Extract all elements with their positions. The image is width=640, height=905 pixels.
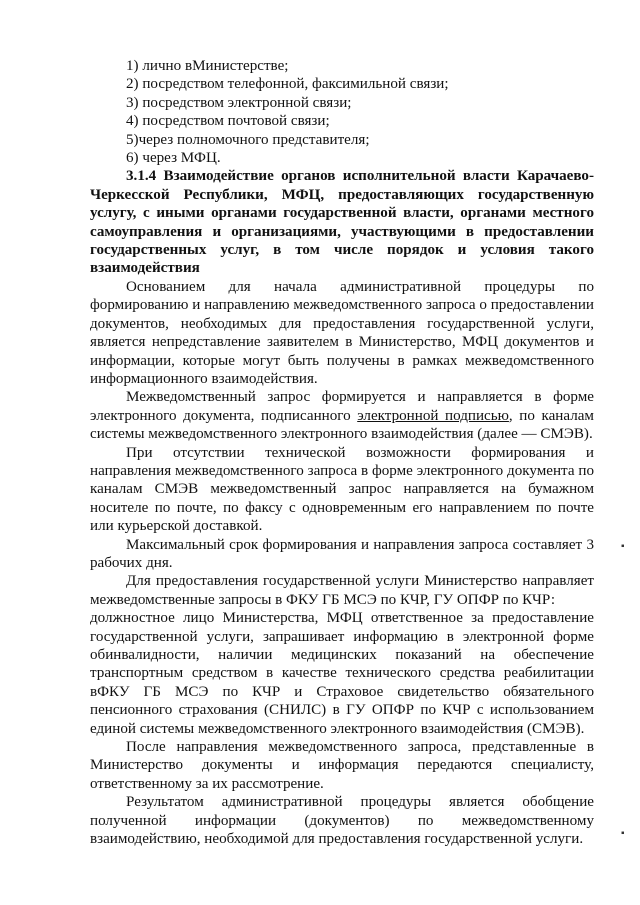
paragraph-grounds: Основанием для начала административной процедуры по формированию и направлению межведомственного запроса о предоставлении документов, необходимых для предоставления государственной услуги, является непредставление заявителем в Министерство, МФЦ документов и информации, которые могут быть получены в рамках межведомственного информационного взаимодействия.	[90, 278, 594, 387]
paragraph-electronic-request-end: , по каналам системы межведомственного электронного взаимодействия (далее — СМЭВ).	[90, 407, 594, 443]
section-heading: 3.1.4 Взаимодействие органов исполнительной власти Карачаево-Черкесской Республики, МФЦ, предоставляющих государственную услугу, с иными органами государственной власти, органами местного самоуправления и организациями, участвующими в предоставлении государственных услуг, в том числе порядок и условия такого взаимодействия	[90, 168, 594, 277]
paragraph-electronic-request-start: Межведомственный запрос формируется и направляется в форме электронного документа, подписанного	[90, 389, 594, 424]
scan-speck: ▪	[621, 828, 625, 839]
list-item-mfc: 6) через МФЦ.	[126, 150, 221, 167]
paragraph-paper-request: При отсутствии технической возможности формирования и направления межведомственного запроса в форме электронного документа по каналам СМЭВ межведомственный запрос направляется на бумажном носителе по почте, по факсу с одновременным его направлением по почте или курьерской доставкой.	[90, 444, 594, 535]
list-item-representative: 5)через полномочного представителя;	[126, 131, 370, 148]
electronic-signature-text: электронной подписью	[357, 407, 509, 424]
list-item-phone-fax: 2) посредством телефонной, факсимильной связи;	[126, 76, 449, 93]
document-body	[90, 57, 594, 848]
paragraph-official-requests: должностное лицо Министерства, МФЦ ответственное за предоставление государственной услуги, запрашивает информацию в электронной форме обинвалидности, наличии медицинских показаний на обеспечение транспортным средством в качестве технического средства реабилитации вФКУ ГБ МСЭ по КЧР и Страховое свидетельство обязательного пенсионного страхования (СНИЛС) в ГУ ОПФР по КЧР с использованием единой системы межведомственного электронного взаимодействия (СМЭВ).	[90, 610, 594, 737]
list-item-postal: 4) посредством почтовой связи;	[126, 113, 330, 130]
paragraph-after-request: После направления межведомственного запроса, представленные в Министерство документы и информация передаются специалисту, ответственному за их рассмотрение.	[90, 739, 594, 792]
list-item-in-person: 1) лично вМинистерстве;	[126, 58, 289, 74]
paragraph-result: Результатом административной процедуры является обобщение полученной информации (документов) по межведомственному взаимодействию, необходимой для предоставления государственной услуги.	[90, 794, 594, 848]
paragraph-electronic-request	[90, 388, 594, 443]
list-item-electronic: 3) посредством электронной связи;	[126, 94, 352, 111]
paragraph-max-term: Максимальный срок формирования и направления запроса составляет 3 рабочих дня.	[90, 536, 594, 571]
paragraph-requests-sent: Для предоставления государственной услуги Министерство направляет межведомственные запросы в ФКУ ГБ МСЭ по КЧР, ГУ ОПФР по КЧР:	[90, 573, 594, 608]
scan-speck: ▪	[621, 541, 625, 552]
